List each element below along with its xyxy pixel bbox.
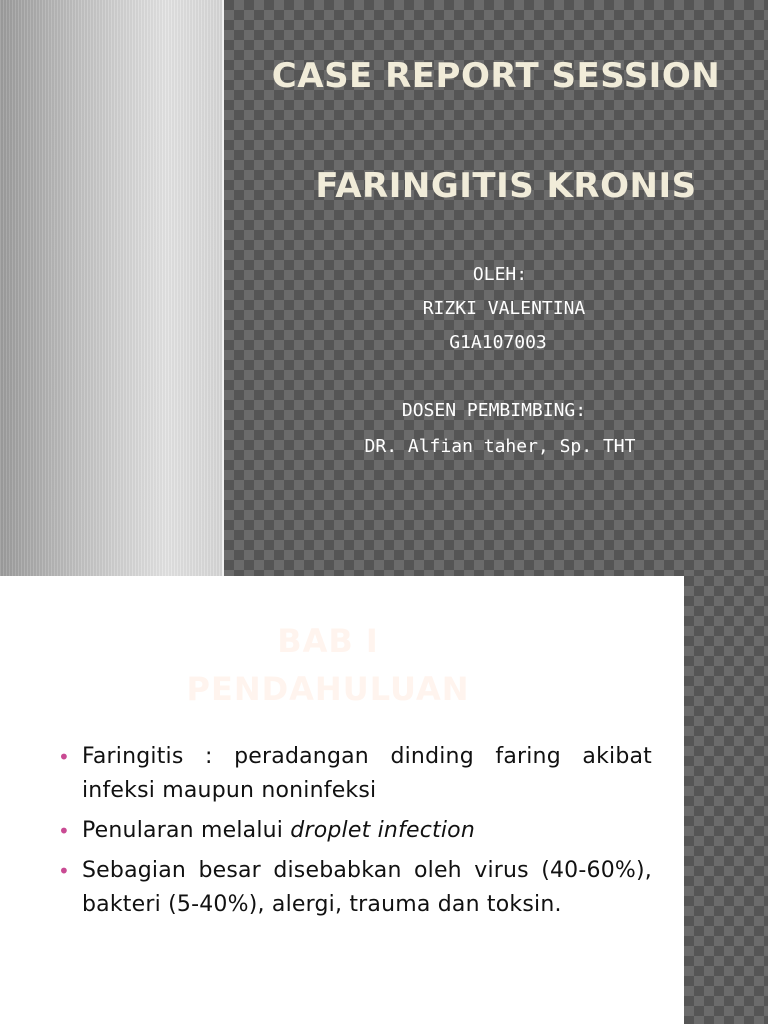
advisor-name: DR. Alfian taher, Sp. THT xyxy=(364,436,636,457)
presenter-name: RIZKI VALENTINA xyxy=(422,298,586,319)
presenter-label: OLEH: xyxy=(472,264,528,285)
bullet-list xyxy=(58,740,652,928)
chapter-title: PENDAHULUAN xyxy=(186,670,470,708)
content-slide-pattern-strip xyxy=(684,576,768,1024)
bullet-item xyxy=(58,854,652,922)
presentation-subtitle: FARINGITIS KRONIS xyxy=(315,166,697,206)
advisor-label: DOSEN PEMBIMBING: xyxy=(401,400,587,421)
bullet-icon: • xyxy=(58,819,70,843)
content-slide xyxy=(0,576,768,1024)
bullet-item xyxy=(58,740,652,808)
bullet-text: Faringitis : peradangan dinding faring akibat infeksi maupun noninfeksi xyxy=(82,744,652,803)
chapter-heading: BAB I xyxy=(277,622,379,660)
title-slide-pattern-panel xyxy=(224,0,768,576)
bullet-icon: • xyxy=(58,745,70,769)
bullet-text: Penularan melalui xyxy=(82,818,291,843)
bullet-icon: • xyxy=(58,859,70,883)
bullet-emphasis-text: droplet infection xyxy=(290,818,475,843)
bullet-item xyxy=(58,814,652,848)
bullet-text: Sebagian besar disebabkan oleh virus (40-60%), bakteri (5-40%), alergi, trauma dan toksin. xyxy=(82,858,652,917)
presenter-id: G1A107003 xyxy=(449,332,547,353)
presentation-title: CASE REPORT SESSION xyxy=(271,56,721,96)
title-slide-gradient-panel xyxy=(0,0,222,576)
